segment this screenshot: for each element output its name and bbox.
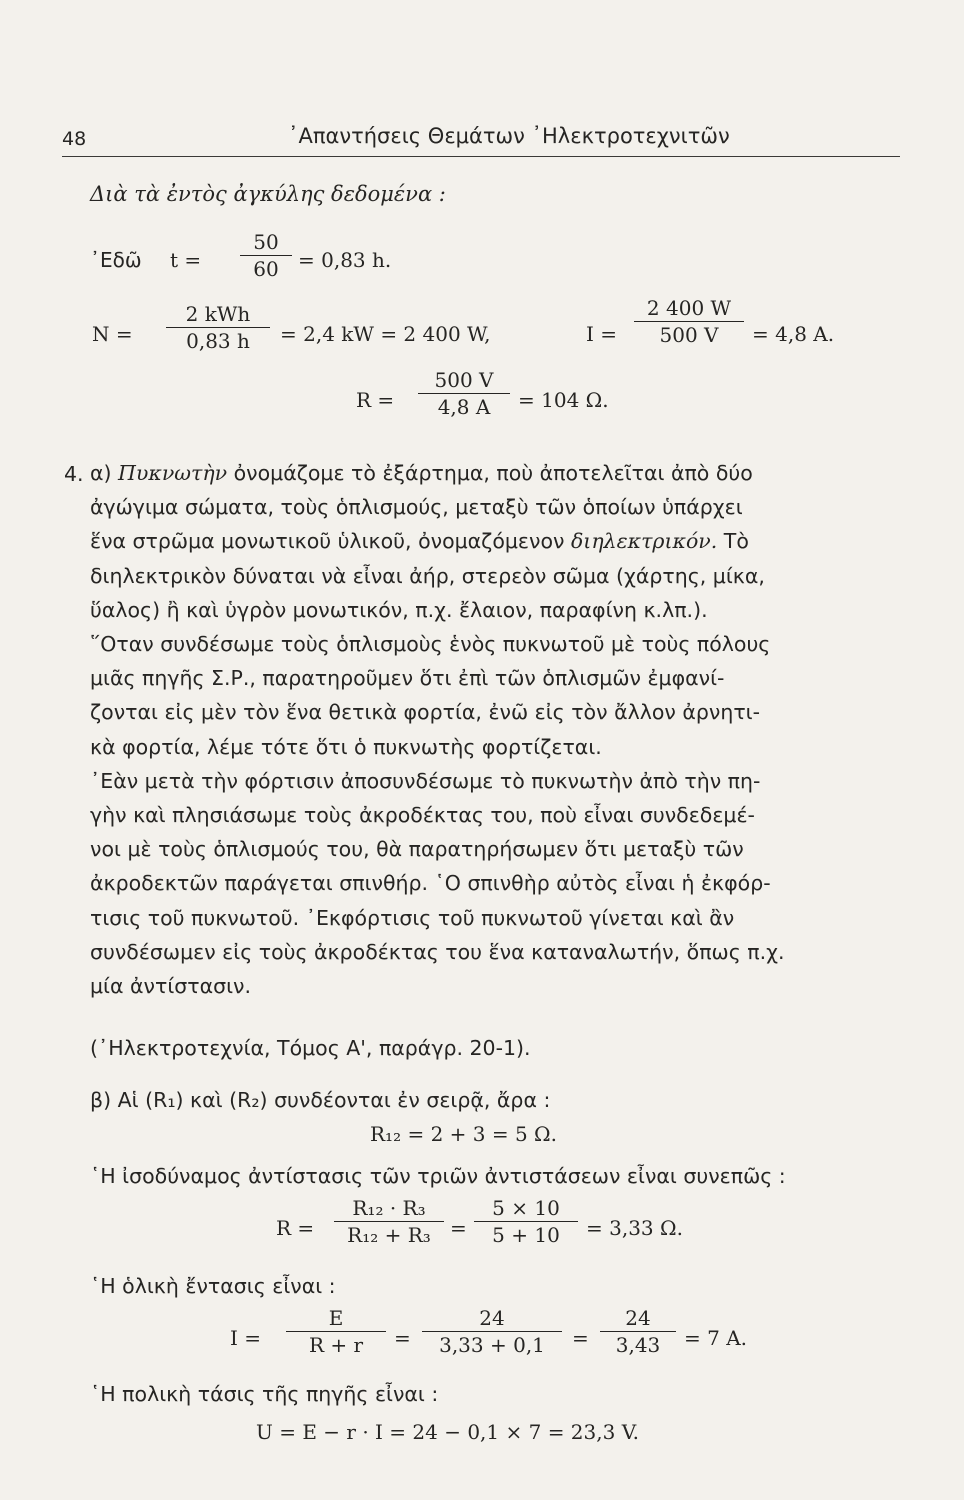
eq-i-rhs: = 4,8 A.: [752, 322, 835, 346]
eq-equals: =: [450, 1216, 467, 1240]
eq-n-rhs: = 2,4 kW = 2 400 W,: [280, 322, 491, 346]
fraction-den: 500 V: [659, 323, 719, 347]
eq-equals: =: [394, 1326, 411, 1350]
eq-t-lhs: t =: [170, 248, 202, 272]
fraction-num: 2 400 W: [646, 296, 732, 320]
eq-r-lhs: R =: [356, 388, 395, 412]
fraction-den: 4,8 A: [437, 395, 491, 419]
fraction-bar: [418, 393, 510, 394]
running-title: ᾿Απαντήσεις Θεμάτων ᾿Ηλεκτροτεχνιτῶν: [288, 124, 730, 148]
fraction-den: 60: [253, 257, 279, 281]
text-line: τισις τοῦ πυκνωτοῦ. ᾿Εκφόρτισις τοῦ πυκνωτοῦ γίνεται καὶ ἂν: [90, 905, 735, 930]
fraction-den: 5 + 10: [492, 1223, 560, 1247]
text-line: μία ἀντίστασιν.: [90, 974, 251, 999]
fraction-num: R₁₂ · R₃: [352, 1196, 426, 1220]
eq-r-rhs: = 104 Ω.: [518, 388, 609, 412]
page-number: 48: [62, 128, 87, 150]
terminal-voltage-text: ῾Η πολικὴ τάσις τῆς πηγῆς εἶναι :: [90, 1382, 439, 1406]
fraction-current-final: [600, 1306, 676, 1357]
text-line: νοι μὲ τοὺς ὁπλισμούς του, θὰ παρατηρήσωμεν ὅτι μεταξὺ τῶν: [90, 837, 744, 862]
fraction-bar: [600, 1331, 676, 1332]
text-line: ῞Οταν συνδέσωμε τοὺς ὁπλισμοὺς ἑνὸς πυκνωτοῦ μὲ τοὺς πόλους: [90, 632, 771, 657]
fraction-num: 2 kWh: [185, 302, 251, 326]
eq-t-rhs: = 0,83 h.: [298, 248, 392, 272]
page-header: [62, 120, 900, 157]
fraction-num: 500 V: [434, 368, 494, 392]
bracket-heading: Διὰ τὰ ἐντὸς ἀγκύλης δεδομένα :: [90, 182, 446, 206]
fraction-den: 3,43: [615, 1333, 661, 1357]
eq-current-lhs: I =: [230, 1326, 262, 1350]
fraction-den: 3,33 + 0,1: [439, 1333, 545, 1357]
term-dielectric: διηλεκτρικόν.: [570, 529, 718, 554]
text-line: ἀγώγιμα σώματα, τοὺς ὁπλισμούς, μεταξὺ τῶν ὁποίων ὑπάρχει: [90, 495, 743, 520]
fraction-num: 24: [479, 1306, 505, 1330]
fraction-bar: [166, 327, 270, 328]
fraction-den: R₁₂ + R₃: [347, 1223, 431, 1247]
fraction-equiv-symbolic: [334, 1196, 444, 1247]
fraction-bar: [634, 321, 744, 322]
fraction-num: 5 × 10: [492, 1196, 560, 1220]
text-line: ἀκροδεκτῶν παράγεται σπινθήρ. ῾Ο σπινθὴρ αὐτὸς εἶναι ἡ ἐκφόρ-: [90, 871, 771, 896]
fraction-bar: [240, 255, 292, 256]
text-line: ἕνα στρῶμα μονωτικοῦ ὑλικοῦ, ὀνομαζόμενον διηλεκτρικόν. Τὸ: [90, 529, 749, 554]
eq-equals: =: [572, 1326, 589, 1350]
fraction-current-symbolic: [286, 1306, 386, 1357]
eq-current-rhs: = 7 A.: [684, 1326, 747, 1350]
fraction-n: [166, 302, 270, 353]
eq-equiv-rhs: = 3,33 Ω.: [586, 1216, 683, 1240]
fraction-bar: [286, 1331, 386, 1332]
text-line: κὰ φορτία, λέμε τότε ὅτι ὁ πυκνωτὴς φορτίζεται.: [90, 734, 602, 759]
fraction-bar: [334, 1221, 444, 1222]
total-current-text: ῾Η ὁλικὴ ἔντασις εἶναι :: [90, 1274, 336, 1298]
eq-equiv-lhs: R =: [276, 1216, 315, 1240]
fraction-den: R + r: [308, 1333, 364, 1357]
text-line: διηλεκτρικὸν δύναται νὰ εἶναι ἀήρ, στερεὸν σῶμα (χάρτης, μίκα,: [90, 563, 765, 588]
term-capacitor: Πυκνωτὴν: [118, 461, 228, 485]
fraction-current-numeric: [422, 1306, 562, 1357]
fraction-num: 50: [253, 230, 279, 254]
fraction-bar: [474, 1221, 578, 1222]
fraction-num: 24: [625, 1306, 651, 1330]
text-line: ζονται εἰς μὲν τὸν ἕνα θετικὰ φορτία, ἐνῶ εἰς τὸν ἄλλον ἀρνητι-: [90, 700, 761, 725]
section-number: 4.: [64, 462, 84, 486]
text-line: μιᾶς πηγῆς Σ.Ρ., παρατηροῦμεν ὅτι ἐπὶ τῶν ὁπλισμῶν ἐμφανί-: [90, 666, 725, 691]
fraction-den: 0,83 h: [186, 329, 250, 353]
fraction-i: [634, 296, 744, 347]
reference-text: (᾿Ηλεκτροτεχνία, Τόμος Α', παράγρ. 20-1).: [90, 1036, 531, 1060]
section4-body: [90, 456, 920, 1003]
text-line: συνδέσωμεν εἰς τοὺς ἀκροδέκτας του ἕνα καταναλωτήν, ὅπως π.χ.: [90, 939, 785, 964]
text-line: γὴν καὶ πλησιάσωμε τοὺς ἀκροδέκτας του, ποὺ εἶναι συνδεδεμέ-: [90, 803, 755, 828]
fraction-equiv-numeric: [474, 1196, 578, 1247]
fraction-t: [240, 230, 292, 281]
eq-voltage: U = E − r · I = 24 − 0,1 × 7 = 23,3 V.: [256, 1420, 639, 1444]
eq-r12: R₁₂ = 2 + 3 = 5 Ω.: [370, 1122, 557, 1146]
fraction-num: E: [328, 1306, 344, 1330]
equiv-resistance-text: ῾Η ἰσοδύναμος ἀντίστασις τῶν τριῶν ἀντιστάσεων εἶναι συνεπῶς :: [90, 1164, 786, 1188]
fraction-r: [418, 368, 510, 419]
eq-t-label: ᾿Εδῶ: [90, 248, 142, 272]
text-line: α) Πυκνωτὴν ὀνομάζομε τὸ ἐξάρτημα, ποὺ ἀποτελεῖται ἀπὸ δύο: [90, 461, 753, 485]
text-line: ὕαλος) ἢ καὶ ὑγρὸν μονωτικόν, π.χ. ἔλαιον, παραφίνη κ.λπ.).: [90, 597, 708, 622]
fraction-bar: [422, 1331, 562, 1332]
eq-i-lhs: I =: [586, 322, 618, 346]
part-b-intro: β) Αἱ (R₁) καὶ (R₂) συνδέονται ἐν σειρᾷ, ἄρα :: [90, 1088, 551, 1112]
text-line: ᾿Εὰν μετὰ τὴν φόρτισιν ἀποσυνδέσωμε τὸ πυκνωτὴν ἀπὸ τὴν πη-: [90, 768, 761, 793]
eq-n-lhs: N =: [92, 322, 133, 346]
